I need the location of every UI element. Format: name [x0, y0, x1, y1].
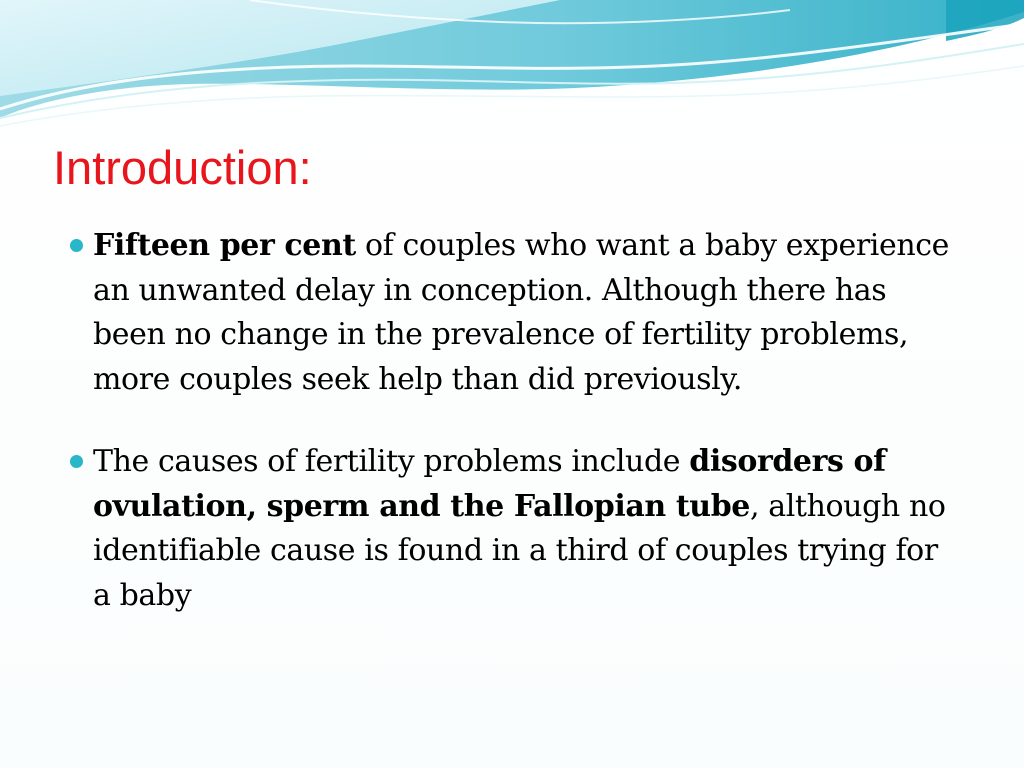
bullet-bold-lead: Fifteen per cent — [93, 228, 356, 263]
wave-header-decoration — [0, 0, 1024, 130]
bullet-item — [64, 440, 964, 618]
slide-title: Introduction: — [53, 141, 312, 194]
bullet-bold-text: disorders of ovulation, sperm and the Fallopian tube — [93, 444, 886, 524]
bullet-dot-icon — [70, 455, 83, 468]
bullet-item — [64, 224, 964, 402]
bullet-tail-text: , although no identifiable cause is found in a third of couples trying for a baby — [93, 488, 946, 613]
bullet-list — [64, 224, 964, 618]
bullet-lead-text: The causes of fertility problems include — [93, 444, 690, 479]
bullet-dot-icon — [70, 239, 83, 252]
bullet-text — [93, 224, 964, 402]
bullet-text — [93, 440, 964, 618]
bullet-body-text: of couples who want a baby experience an unwanted delay in conception. Although there has been no change in the prevalence of fertility problems, more couples seek help than did previously. — [93, 228, 950, 397]
